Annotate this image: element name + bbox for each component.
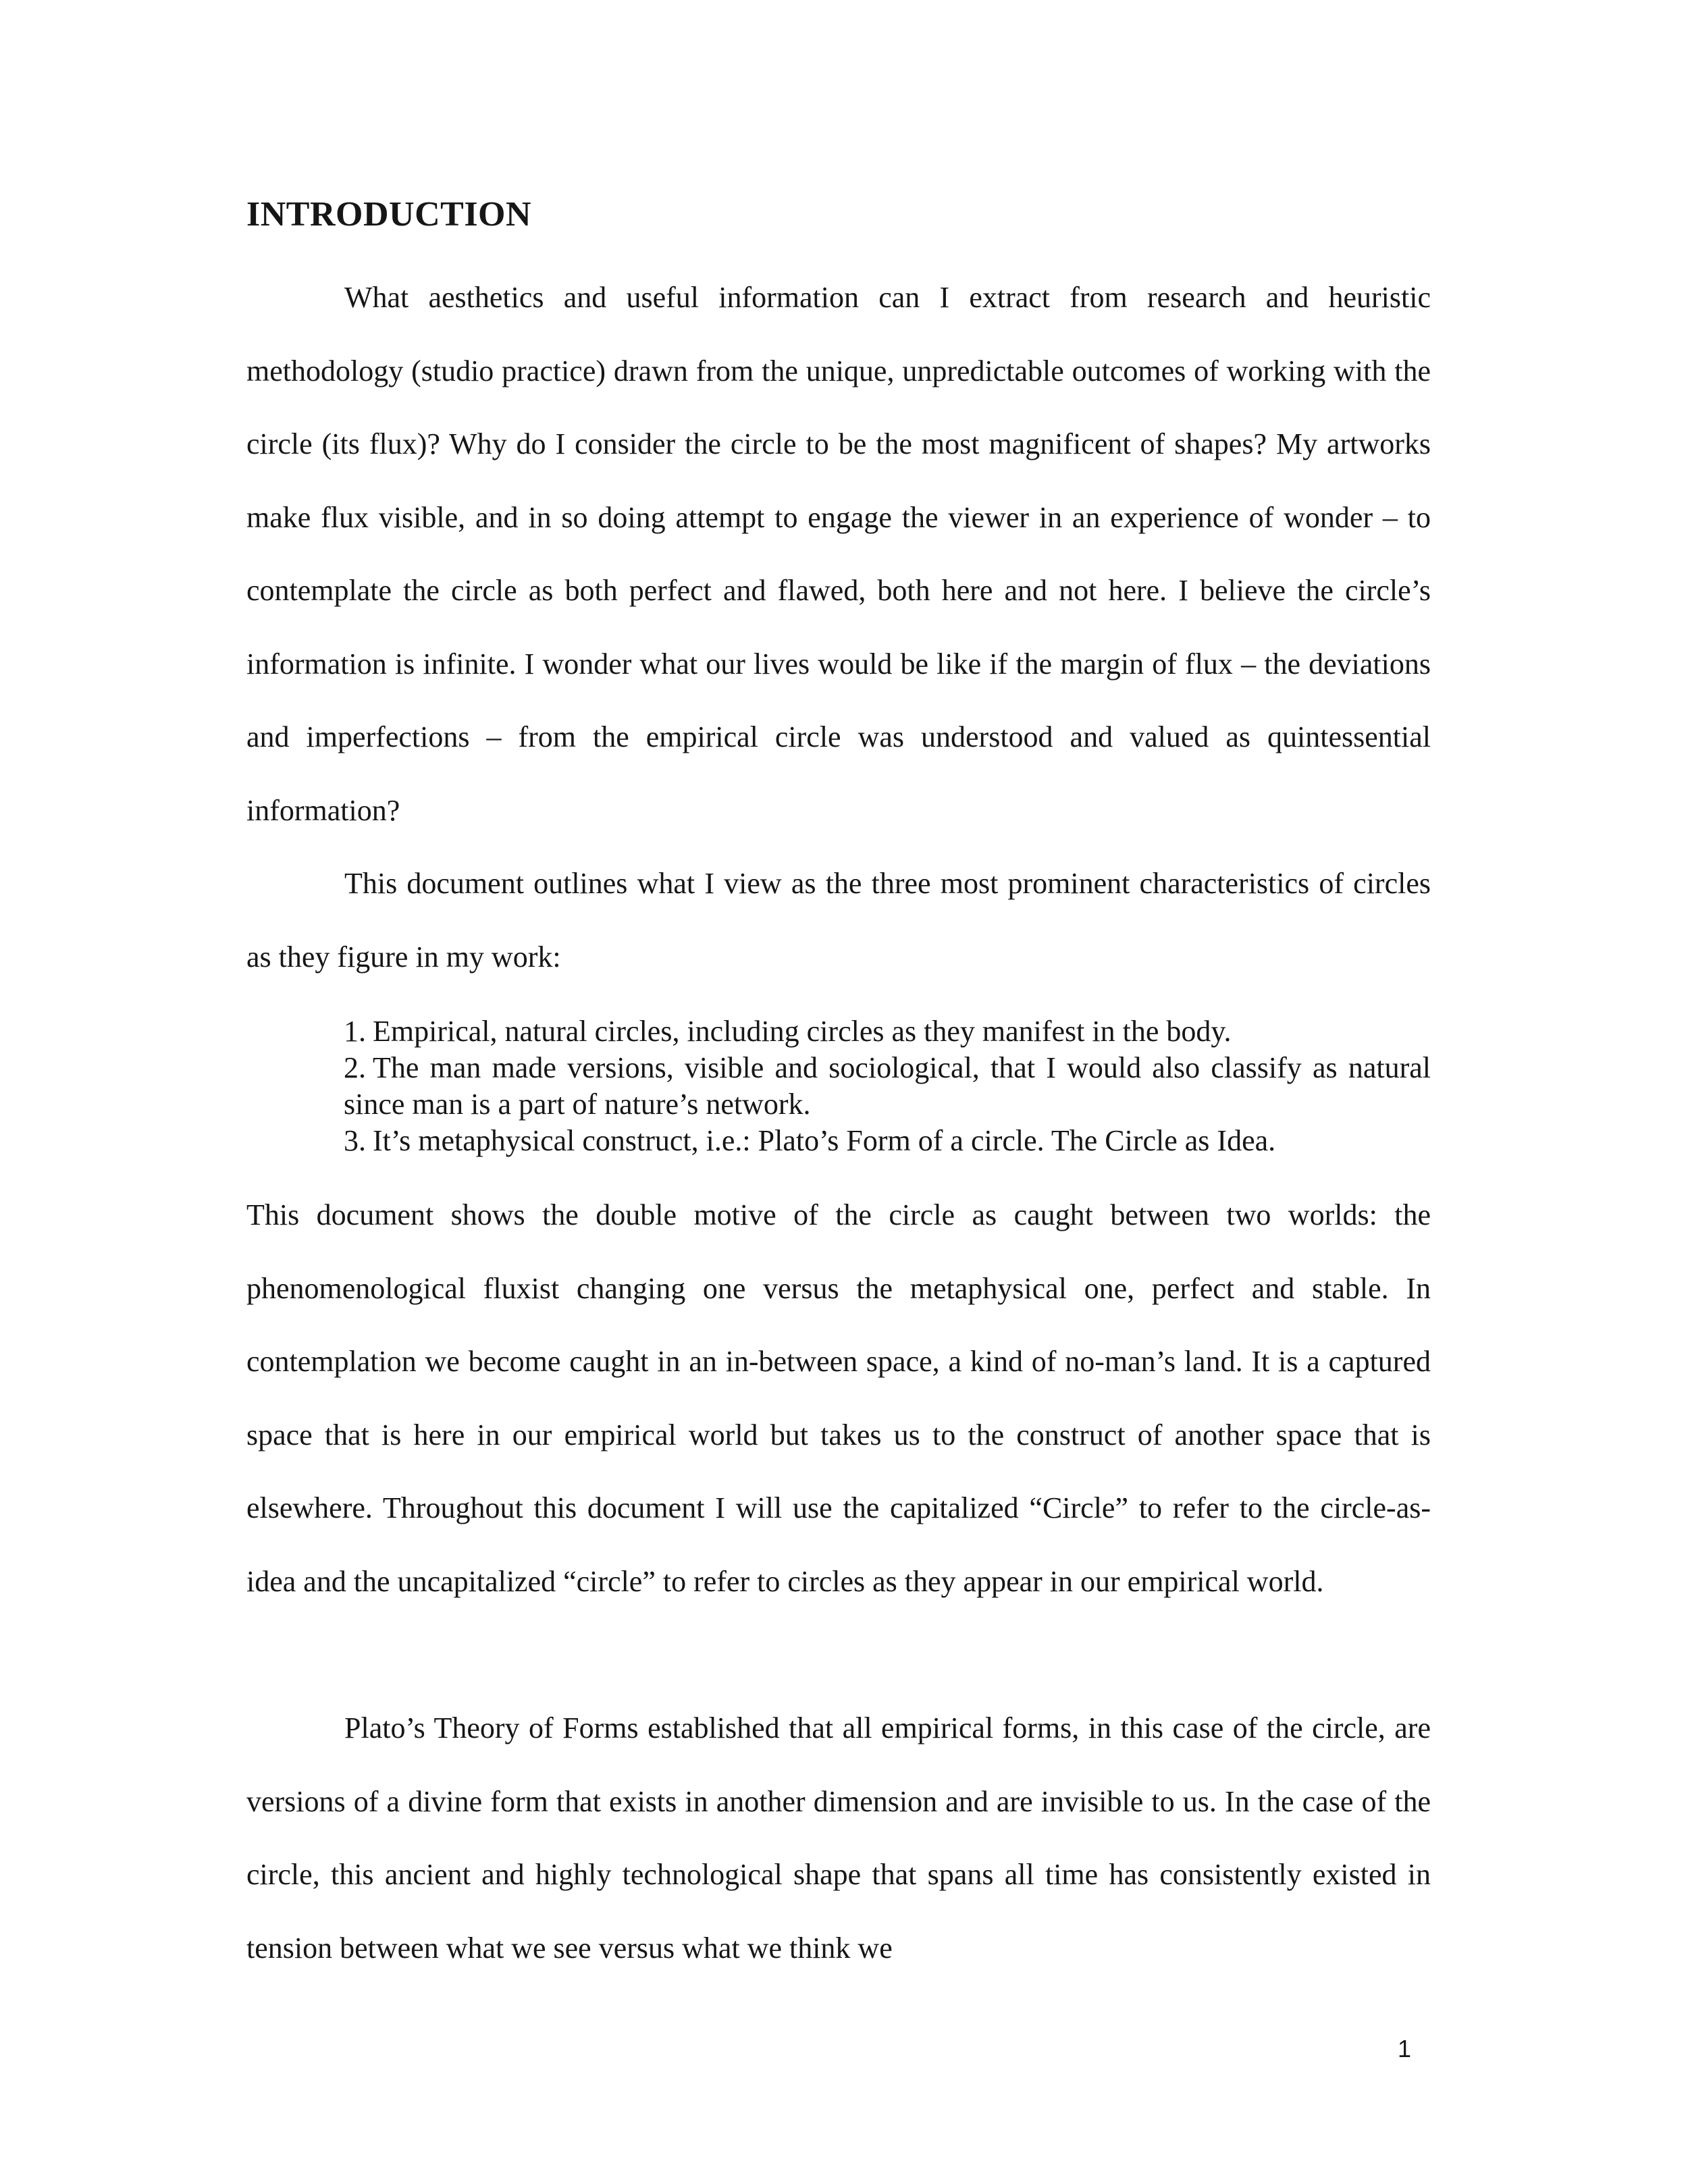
paragraph-intro-questions: What aesthetics and useful information can I extract from research and heuristic methodology (studio practice) drawn from the unique, unpredictable outcomes of working with the circle (its flux)? Why do I consider the circle to be the most magnificent of shapes? My artworks make flux visible, and in so doing attempt to engage the viewer in an experience of wonder – to contemplate the circle as both perfect and flawed, both here and not here. I believe the circle’s information is infinite. I wonder what our lives would be like if the margin of flux – the deviations and imperfections – from the empirical circle was understood and valued as quintessential information? [246,281,1431,827]
paragraph-characteristics-lead: This document outlines what I view as the three most prominent characteristics of circles as they figure in my work: [246,867,1431,974]
list-item-number: 1. [344,1015,366,1048]
list-item-text: Empirical, natural circles, including circles as they manifest in the body. [373,1015,1232,1048]
paragraph-double-motive: This document shows the double motive of the circle as caught between two worlds: the phenomenological fluxist changing one versus the metaphysical one, perfect and stable. In contemplation we become caught in an in-between space, a kind of no-man’s land. It is a captured space that is here in our empirical world but takes us to the construct of another space that is elsewhere. Throughout this document I will use the capitalized “Circle” to refer to the circle-as-idea and the uncapitalized “circle” to refer to circles as they appear in our empirical world. [246,1198,1431,1598]
list-item [344,1013,1431,1050]
list-item-text: It’s metaphysical construct, i.e.: Plato’s Form of a circle. The Circle as Idea. [373,1124,1276,1157]
list-item-text: The man made versions, visible and sociological, that I would also classify as natural since man is a part of nature’s network. [344,1051,1431,1121]
list-item-number: 2. [344,1051,366,1084]
paragraph-plato-forms: Plato’s Theory of Forms established that all empirical forms, in this case of the circle, are versions of a divine form that exists in another dimension and are invisible to us. In the case of the circle, this ancient and highly technological shape that spans all time has consistently existed in tension between what we see versus what we think we [246,1711,1431,1965]
characteristics-list [344,1013,1431,1159]
list-item [344,1123,1431,1159]
section-heading: INTRODUCTION [246,195,532,234]
list-item-number: 3. [344,1124,366,1157]
list-item [344,1050,1431,1123]
page-number: 1 [1398,2035,1412,2062]
